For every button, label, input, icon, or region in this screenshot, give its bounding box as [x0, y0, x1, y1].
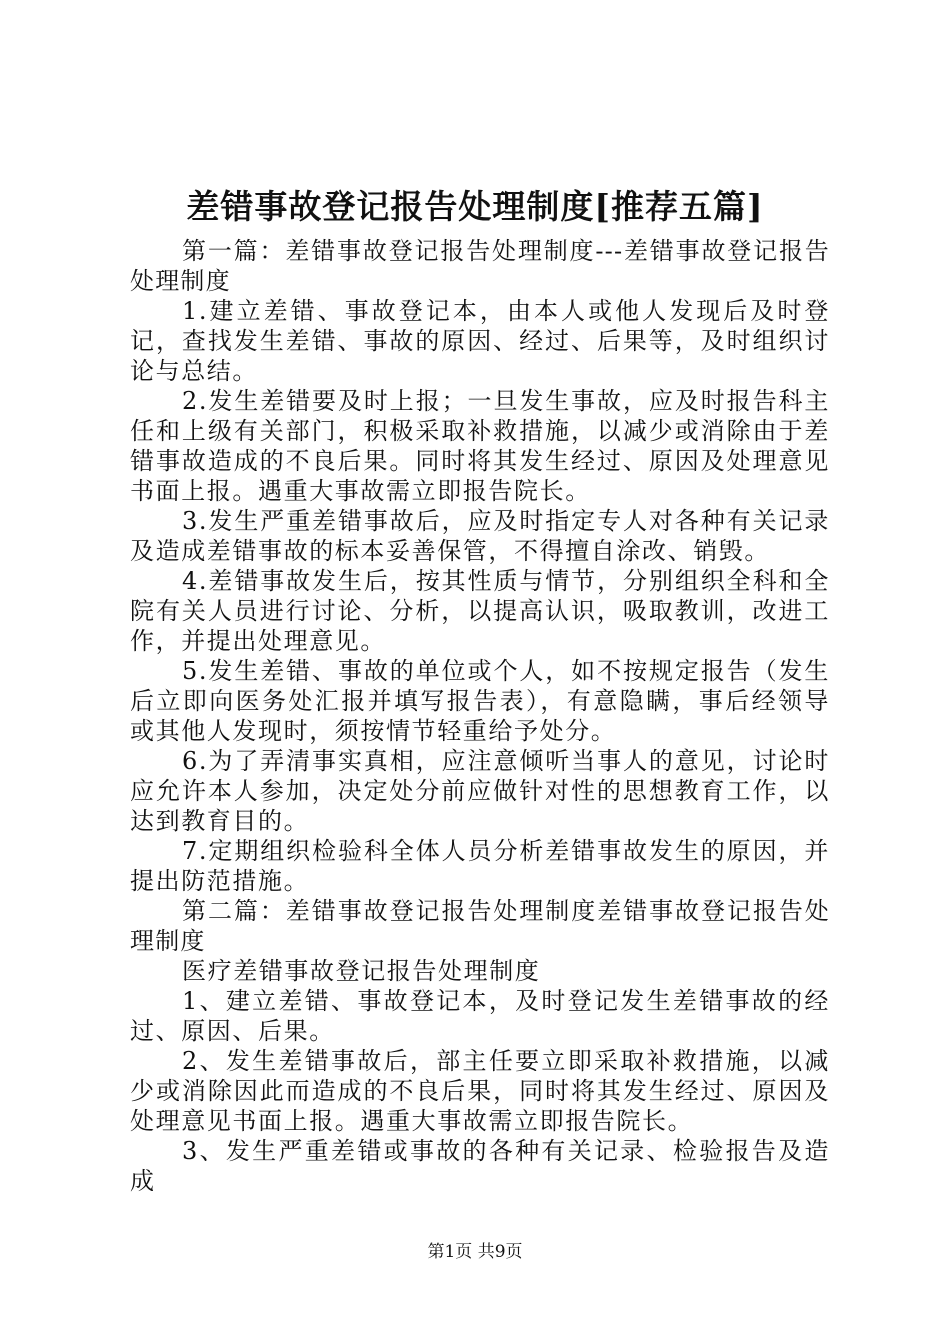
paragraph: 7.定期组织检验科全体人员分析差错事故发生的原因，并提出防范措施。: [130, 837, 830, 895]
paragraph: 2、发生差错事故后，部主任要立即采取补救措施，以减少或消除因此而造成的不良后果，同时将其发生经过、原因及处理意见书面上报。遇重大事故需立即报告院长。: [130, 1047, 830, 1135]
paragraph: 4.差错事故发生后，按其性质与情节，分别组织全科和全院有关人员进行讨论、分析，以提高认识，吸取教训，改进工作，并提出处理意见。: [130, 567, 830, 655]
paragraph: 3.发生严重差错事故后，应及时指定专人对各种有关记录及造成差错事故的标本妥善保管，不得擅自涂改、销毁。: [130, 507, 830, 565]
document-body: [130, 236, 830, 1196]
paragraph: 5.发生差错、事故的单位或个人，如不按规定报告（发生后立即向医务处汇报并填写报告表），有意隐瞒，事后经领导或其他人发现时，须按情节轻重给予处分。: [130, 657, 830, 745]
paragraph: 3、发生严重差错或事故的各种有关记录、检验报告及造成: [130, 1137, 830, 1195]
document-title: 差错事故登记报告处理制度[推荐五篇]: [186, 187, 764, 226]
paragraph: 1、建立差错、事故登记本，及时登记发生差错事故的经过、原因、后果。: [130, 987, 830, 1045]
paragraph: 6.为了弄清事实真相，应注意倾听当事人的意见，讨论时应允许本人参加，决定处分前应做针对性的思想教育工作，以达到教育目的。: [130, 747, 830, 835]
paragraph: 1.建立差错、事故登记本，由本人或他人发现后及时登记，查找发生差错、事故的原因、经过、后果等，及时组织讨论与总结。: [130, 297, 830, 385]
section-heading: 第一篇：差错事故登记报告处理制度---差错事故登记报告处理制度: [130, 237, 830, 295]
section-heading: 第二篇：差错事故登记报告处理制度差错事故登记报告处理制度: [130, 897, 830, 955]
paragraph: 医疗差错事故登记报告处理制度: [182, 957, 541, 985]
page-footer: 第1页 共9页: [427, 1242, 523, 1262]
paragraph: 2.发生差错要及时上报；一旦发生事故，应及时报告科主任和上级有关部门，积极采取补救措施，以减少或消除由于差错事故造成的不良后果。同时将其发生经过、原因及处理意见书面上报。遇重大事故需立即报告院长。: [130, 387, 830, 505]
